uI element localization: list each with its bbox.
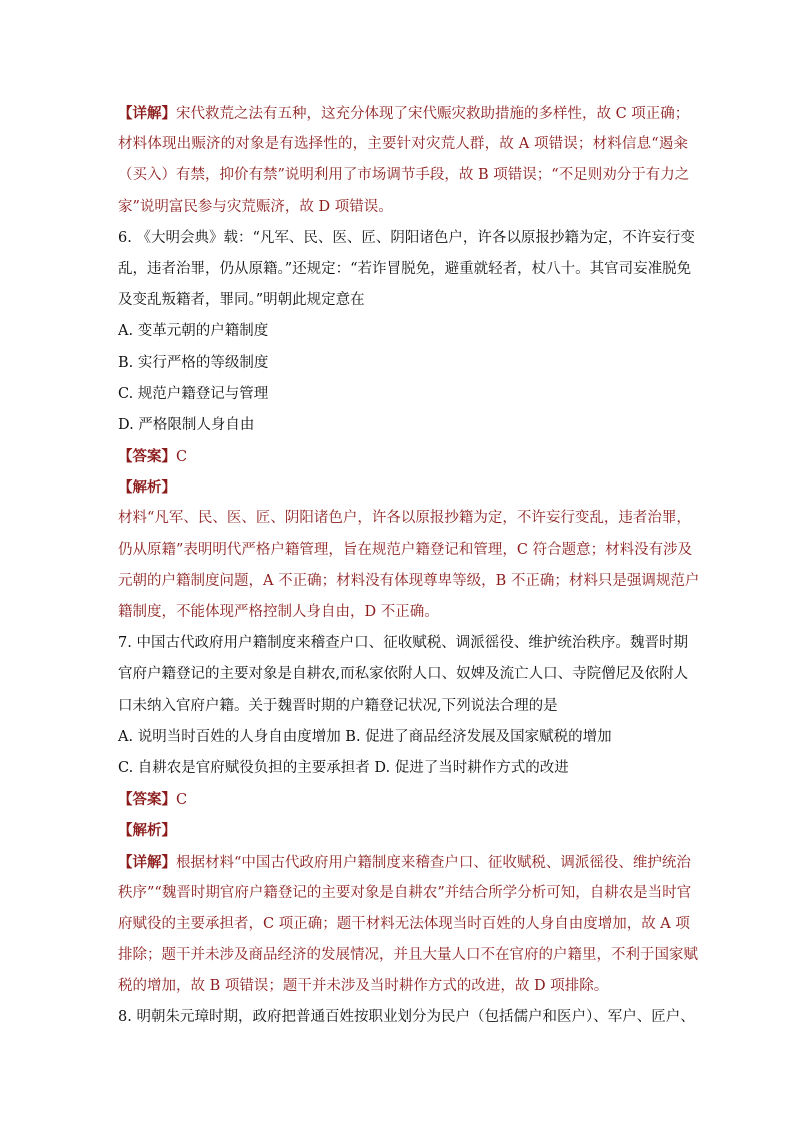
answer-value: C — [176, 449, 188, 466]
detail-paragraph-line: 【详解】宋代救荒之法有五种，这充分体现了宋代赈灾救助措施的多样性，故 C 项正确； — [118, 105, 690, 122]
question-6-stem: 6. 《大明会典》载：“凡军、民、医、匠、阴阳诸色户，许各以原报抄籍为定，不许妄行变 — [118, 229, 695, 246]
question-6-option-b: B. 实行严格的等级制度 — [118, 354, 269, 371]
detail-paragraph-line: （买入）有禁，抑价有禁”说明利用了市场调节手段，故 B 项错误；“不足则劝分于有力之 — [118, 167, 690, 184]
document-body — [118, 98, 700, 1034]
question-6-answer — [118, 441, 688, 472]
detail-tag: 【详解】 — [118, 853, 176, 871]
detail-paragraph-line: 秩序”“魏晋时期官府户籍登记的主要对象是自耕农”并结合所学分析可知，自耕农是当时官 — [118, 884, 692, 901]
question-6-stem: 乱，违者治罪，仍从原籍。”还规定：“若诈冒脱免，避重就轻者，杖八十。其官司妄准脱免 — [118, 260, 692, 277]
question-6-option-c: C. 规范户籍登记与管理 — [118, 385, 269, 402]
analysis-tag: 【解析】 — [118, 822, 176, 840]
question-7-stem: 官府户籍登记的主要对象是自耕农,而私家依附人口、奴婢及流亡人口、寺院僧尼及依附人 — [118, 666, 689, 683]
question-6-stem: 及变乱叛籍者，罪同。”明朝此规定意在 — [118, 292, 365, 309]
question-7-options-cd: C. 自耕农是官府赋役负担的主要承担者 D. 促进了当时耕作方式的改进 — [118, 759, 569, 776]
analysis-paragraph-line: 材料“凡军、民、医、匠、阴阳诸色户，许各以原报抄籍为定，不许妄行变乱，违者治罪， — [118, 510, 691, 527]
question-6-analysis-heading — [118, 472, 688, 503]
detail-paragraph-line: 材料体现出赈济的对象是有选择性的，主要针对灾荒人群，故 A 项错误；材料信息“遏籴 — [118, 136, 688, 153]
answer-value: C — [176, 792, 188, 809]
question-7-answer — [118, 784, 688, 815]
detail-paragraph-line: 家”说明富民参与灾荒赈济，故 D 项错误。 — [118, 198, 393, 215]
question-6-option-a: A. 变革元朝的户籍制度 — [118, 323, 269, 340]
answer-tag: 【答案】 — [118, 448, 176, 466]
question-6-option-d: D. 严格限制人身自由 — [118, 416, 255, 433]
analysis-tag: 【解析】 — [118, 479, 176, 497]
detail-paragraph-line: 排除；题干并未涉及商品经济的发展情况，并且大量人口不在官府的户籍里，不利于国家赋 — [118, 947, 698, 964]
question-8-stem: 8. 明朝朱元璋时期，政府把普通百姓按职业划分为民户（包括儒户和医户）、军户、匠户、 — [118, 1009, 695, 1026]
question-7-analysis-heading — [118, 815, 688, 846]
detail-paragraph-line: 府赋役的主要承担者，C 项正确；题干材料无法体现当时百姓的人身自由度增加，故 A 项 — [118, 915, 690, 932]
question-7-stem: 口未纳入官府户籍。关于魏晋时期的户籍登记状况,下列说法合理的是 — [118, 697, 558, 714]
detail-tag: 【详解】 — [118, 105, 176, 122]
analysis-paragraph-line: 籍制度，不能体现严格控制人身自由，D 不正确。 — [118, 604, 439, 620]
question-7-options-ab: A. 说明当时百姓的人身自由度增加 B. 促进了商品经济发展及国家赋税的增加 — [118, 728, 612, 745]
detail-paragraph-line: 【详解】根据材料“中国古代政府用户籍制度来稽查户口、征收赋税、调派徭役、维护统治 — [118, 853, 691, 871]
detail-paragraph-line: 税的增加，故 B 项错误；题干并未涉及当时耕作方式的改进，故 D 项排除。 — [118, 978, 609, 995]
analysis-paragraph-line: 仍从原籍”表明明代严格户籍管理，旨在规范户籍登记和管理，C 符合题意；材料没有涉及 — [118, 541, 693, 558]
question-7-stem: 7. 中国古代政府用户籍制度来稽查户口、征收赋税、调派徭役、维护统治秩序。魏晋时期 — [118, 635, 688, 652]
answer-tag: 【答案】 — [118, 791, 176, 809]
analysis-paragraph-line: 元朝的户籍制度问题，A 不正确；材料没有体现尊卑等级，B 不正确；材料只是强调规范户 — [118, 572, 700, 589]
